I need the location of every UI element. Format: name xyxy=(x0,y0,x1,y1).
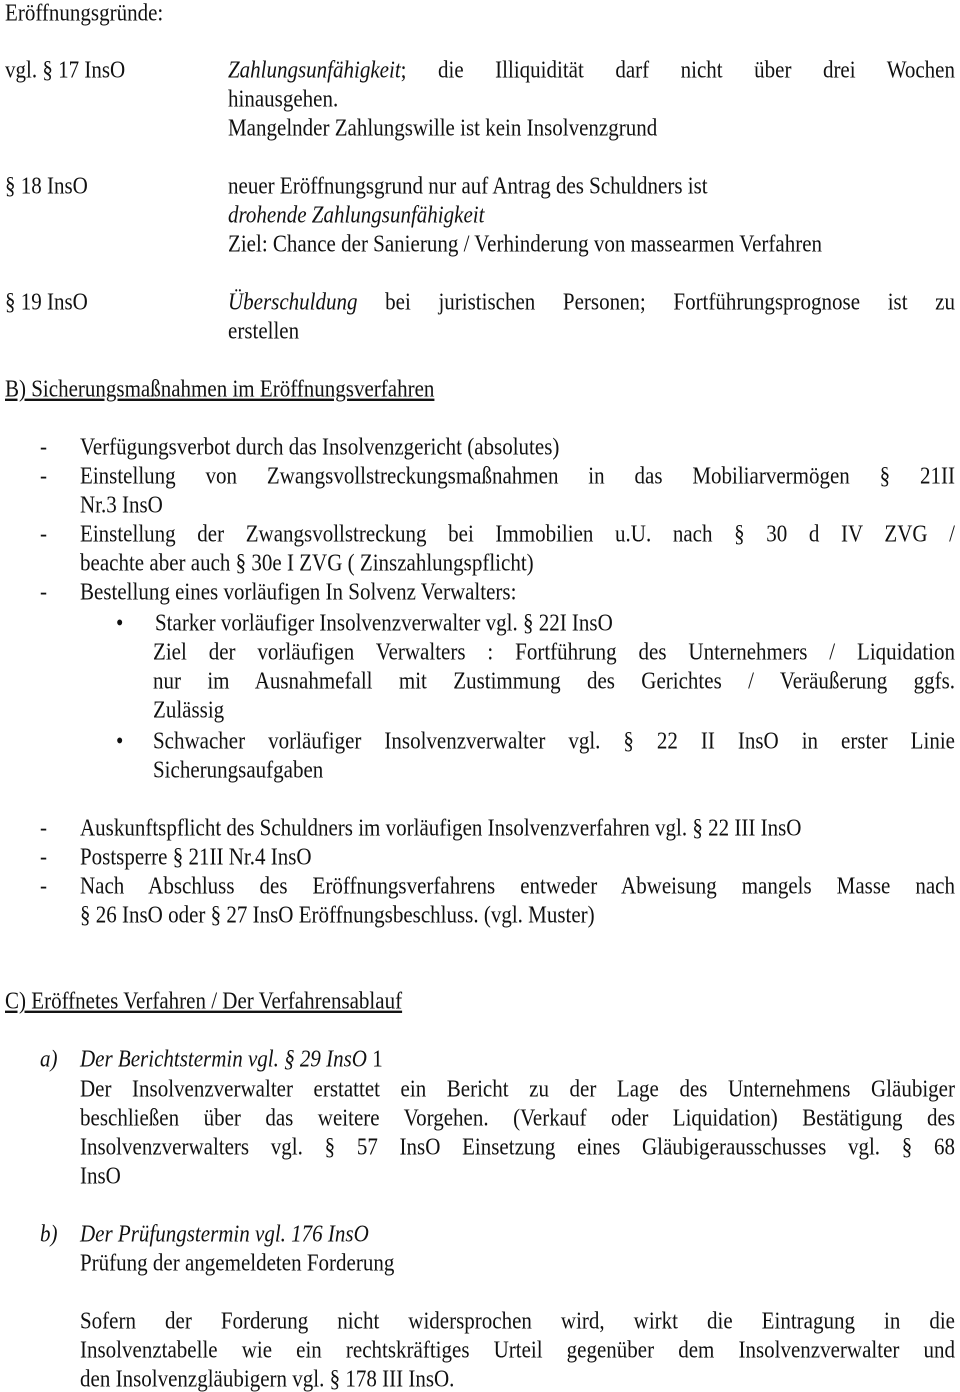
text-line xyxy=(153,726,955,754)
text-segment: beschließen über das weitere Vorgehen. (Verkauf oder Liquidation) Bestätigung des xyxy=(80,1102,955,1132)
list-dash: - xyxy=(40,431,47,461)
text-line xyxy=(80,519,955,547)
text-segment: Einstellung der Zwangsvollstreckung bei Immobilien u.U. nach § 30 d IV ZVG / xyxy=(80,518,955,548)
text-line xyxy=(228,316,299,344)
text-line xyxy=(80,577,516,605)
text-line xyxy=(153,695,224,723)
text-line xyxy=(228,287,955,315)
text-segment: Insolvenzverwalters vgl. § 57 InsO Einsetzung eines Gläubigerausschusses vgl. § 68 xyxy=(80,1131,955,1161)
text-segment: Nr.3 InsO xyxy=(80,489,163,519)
bullet-icon: • xyxy=(116,725,124,755)
text-line xyxy=(5,374,434,402)
bullet-icon: • xyxy=(116,607,124,637)
emphasis-text: Zahlungsunfähigkeit xyxy=(228,54,401,84)
text-line xyxy=(80,432,559,460)
text-line xyxy=(153,755,323,783)
line-label: b) xyxy=(40,1218,58,1248)
text-segment: Sofern der Forderung nicht widersprochen wird, wirkt die Eintragung in die xyxy=(80,1305,955,1335)
text-line xyxy=(228,200,484,228)
text-segment: Ziel der vorläufigen Verwalters : Fortführung des Unternehmers / Liquidation xyxy=(153,636,955,666)
text-line xyxy=(80,1306,955,1334)
line-label: § 19 InsO xyxy=(5,286,88,316)
text-line xyxy=(228,113,657,141)
text-segment: Auskunftspflicht des Schuldners im vorläufigen Insolvenzverfahren vgl. § 22 III InsO xyxy=(80,812,802,842)
text-segment: den Insolvenzgläubigern vgl. § 178 III InsO. xyxy=(80,1363,455,1392)
text-line xyxy=(5,0,163,26)
text-segment: Einstellung von Zwangsvollstreckungsmaßnahmen in das Mobiliarvermögen § 21II xyxy=(80,460,955,490)
text-segment: Schwacher vorläufiger Insolvenzverwalter vgl. § 22 II InsO in erster Linie xyxy=(153,725,955,755)
text-line xyxy=(80,842,312,870)
emphasis-text: Überschuldung xyxy=(228,286,358,316)
text-line xyxy=(80,1044,383,1072)
text-segment: § 26 InsO oder § 27 InsO Eröffnungsbeschluss. (vgl. Muster) xyxy=(80,899,595,929)
text-line xyxy=(80,461,955,489)
list-dash: - xyxy=(40,812,47,842)
text-segment: Insolvenztabelle wie ein rechtskräftiges Urteil gegenüber dem Insolvenzverwalter und xyxy=(80,1334,955,1364)
emphasis-text: Der Prüfungstermin vgl. 176 InsO xyxy=(80,1218,369,1248)
text-line xyxy=(80,1219,369,1247)
list-dash: - xyxy=(40,576,47,606)
text-line xyxy=(80,1103,955,1131)
text-line xyxy=(80,1132,955,1160)
text-line xyxy=(80,1074,955,1102)
text-segment: neuer Eröffnungsgrund nur auf Antrag des Schuldners ist xyxy=(228,170,708,200)
line-label: vgl. § 17 InsO xyxy=(5,54,126,84)
text-segment: Starker vorläufiger Insolvenzverwalter vgl. § 22I InsO xyxy=(155,607,613,637)
section-heading: C) Eröffnetes Verfahren / Der Verfahrensablauf xyxy=(5,985,403,1015)
text-segment: erstellen xyxy=(228,315,300,345)
text-line xyxy=(80,490,163,518)
text-segment: Eröffnungsgründe: xyxy=(5,0,164,27)
text-line xyxy=(80,548,534,576)
text-line xyxy=(80,813,801,841)
text-line xyxy=(228,84,338,112)
text-line xyxy=(80,871,955,899)
emphasis-text: drohende Zahlungsunfähigkeit xyxy=(228,199,485,229)
text-segment: Ziel: Chance der Sanierung / Verhinderung von massearmen Verfahren xyxy=(228,228,823,258)
text-line xyxy=(155,608,613,636)
text-segment: beachte aber auch § 30e I ZVG ( Zinszahlungspflicht) xyxy=(80,547,534,577)
list-dash: - xyxy=(40,460,47,490)
text-segment: nur im Ausnahmefall mit Zustimmung des Gerichtes / Veräußerung ggfs. xyxy=(153,665,955,695)
text-segment: 1 xyxy=(366,1043,383,1073)
text-segment: Der Insolvenzverwalter erstattet ein Bericht zu der Lage des Unternehmens Gläubiger xyxy=(80,1073,955,1103)
text-line xyxy=(5,986,402,1014)
text-segment: ; die Illiquidität darf nicht über drei Wochen xyxy=(400,54,955,84)
text-segment: Prüfung der angemeldeten Forderung xyxy=(80,1247,395,1277)
text-line xyxy=(80,1364,454,1392)
list-dash: - xyxy=(40,841,47,871)
text-line xyxy=(80,900,595,928)
text-line xyxy=(228,55,955,83)
text-line xyxy=(80,1248,394,1276)
text-segment: hinausgehen. xyxy=(228,83,339,113)
line-label: a) xyxy=(40,1043,58,1073)
text-line xyxy=(153,666,955,694)
text-segment: Mangelnder Zahlungswille ist kein Insolvenzgrund xyxy=(228,112,658,142)
text-line xyxy=(80,1161,121,1189)
text-segment: InsO xyxy=(80,1160,121,1190)
list-dash: - xyxy=(40,518,47,548)
emphasis-text: Der Berichtstermin vgl. § 29 InsO xyxy=(80,1043,367,1073)
text-segment: Nach Abschluss des Eröffnungsverfahrens entweder Abweisung mangels Masse nach xyxy=(80,870,955,900)
section-heading: B) Sicherungsmaßnahmen im Eröffnungsverfahren xyxy=(5,373,435,403)
text-line xyxy=(153,637,955,665)
text-line xyxy=(80,1335,955,1363)
text-segment: Postsperre § 21II Nr.4 InsO xyxy=(80,841,312,871)
text-segment: Bestellung eines vorläufigen In Solvenz Verwalters: xyxy=(80,576,517,606)
line-label: § 18 InsO xyxy=(5,170,88,200)
list-dash: - xyxy=(40,870,47,900)
text-segment: bei juristischen Personen; Fortführungsprognose ist zu xyxy=(357,286,955,316)
text-segment: Sicherungsaufgaben xyxy=(153,754,324,784)
text-segment: Zulässig xyxy=(153,694,225,724)
text-segment: Verfügungsverbot durch das Insolvenzgericht (absolutes) xyxy=(80,431,560,461)
text-line xyxy=(228,171,708,199)
text-line xyxy=(228,229,822,257)
